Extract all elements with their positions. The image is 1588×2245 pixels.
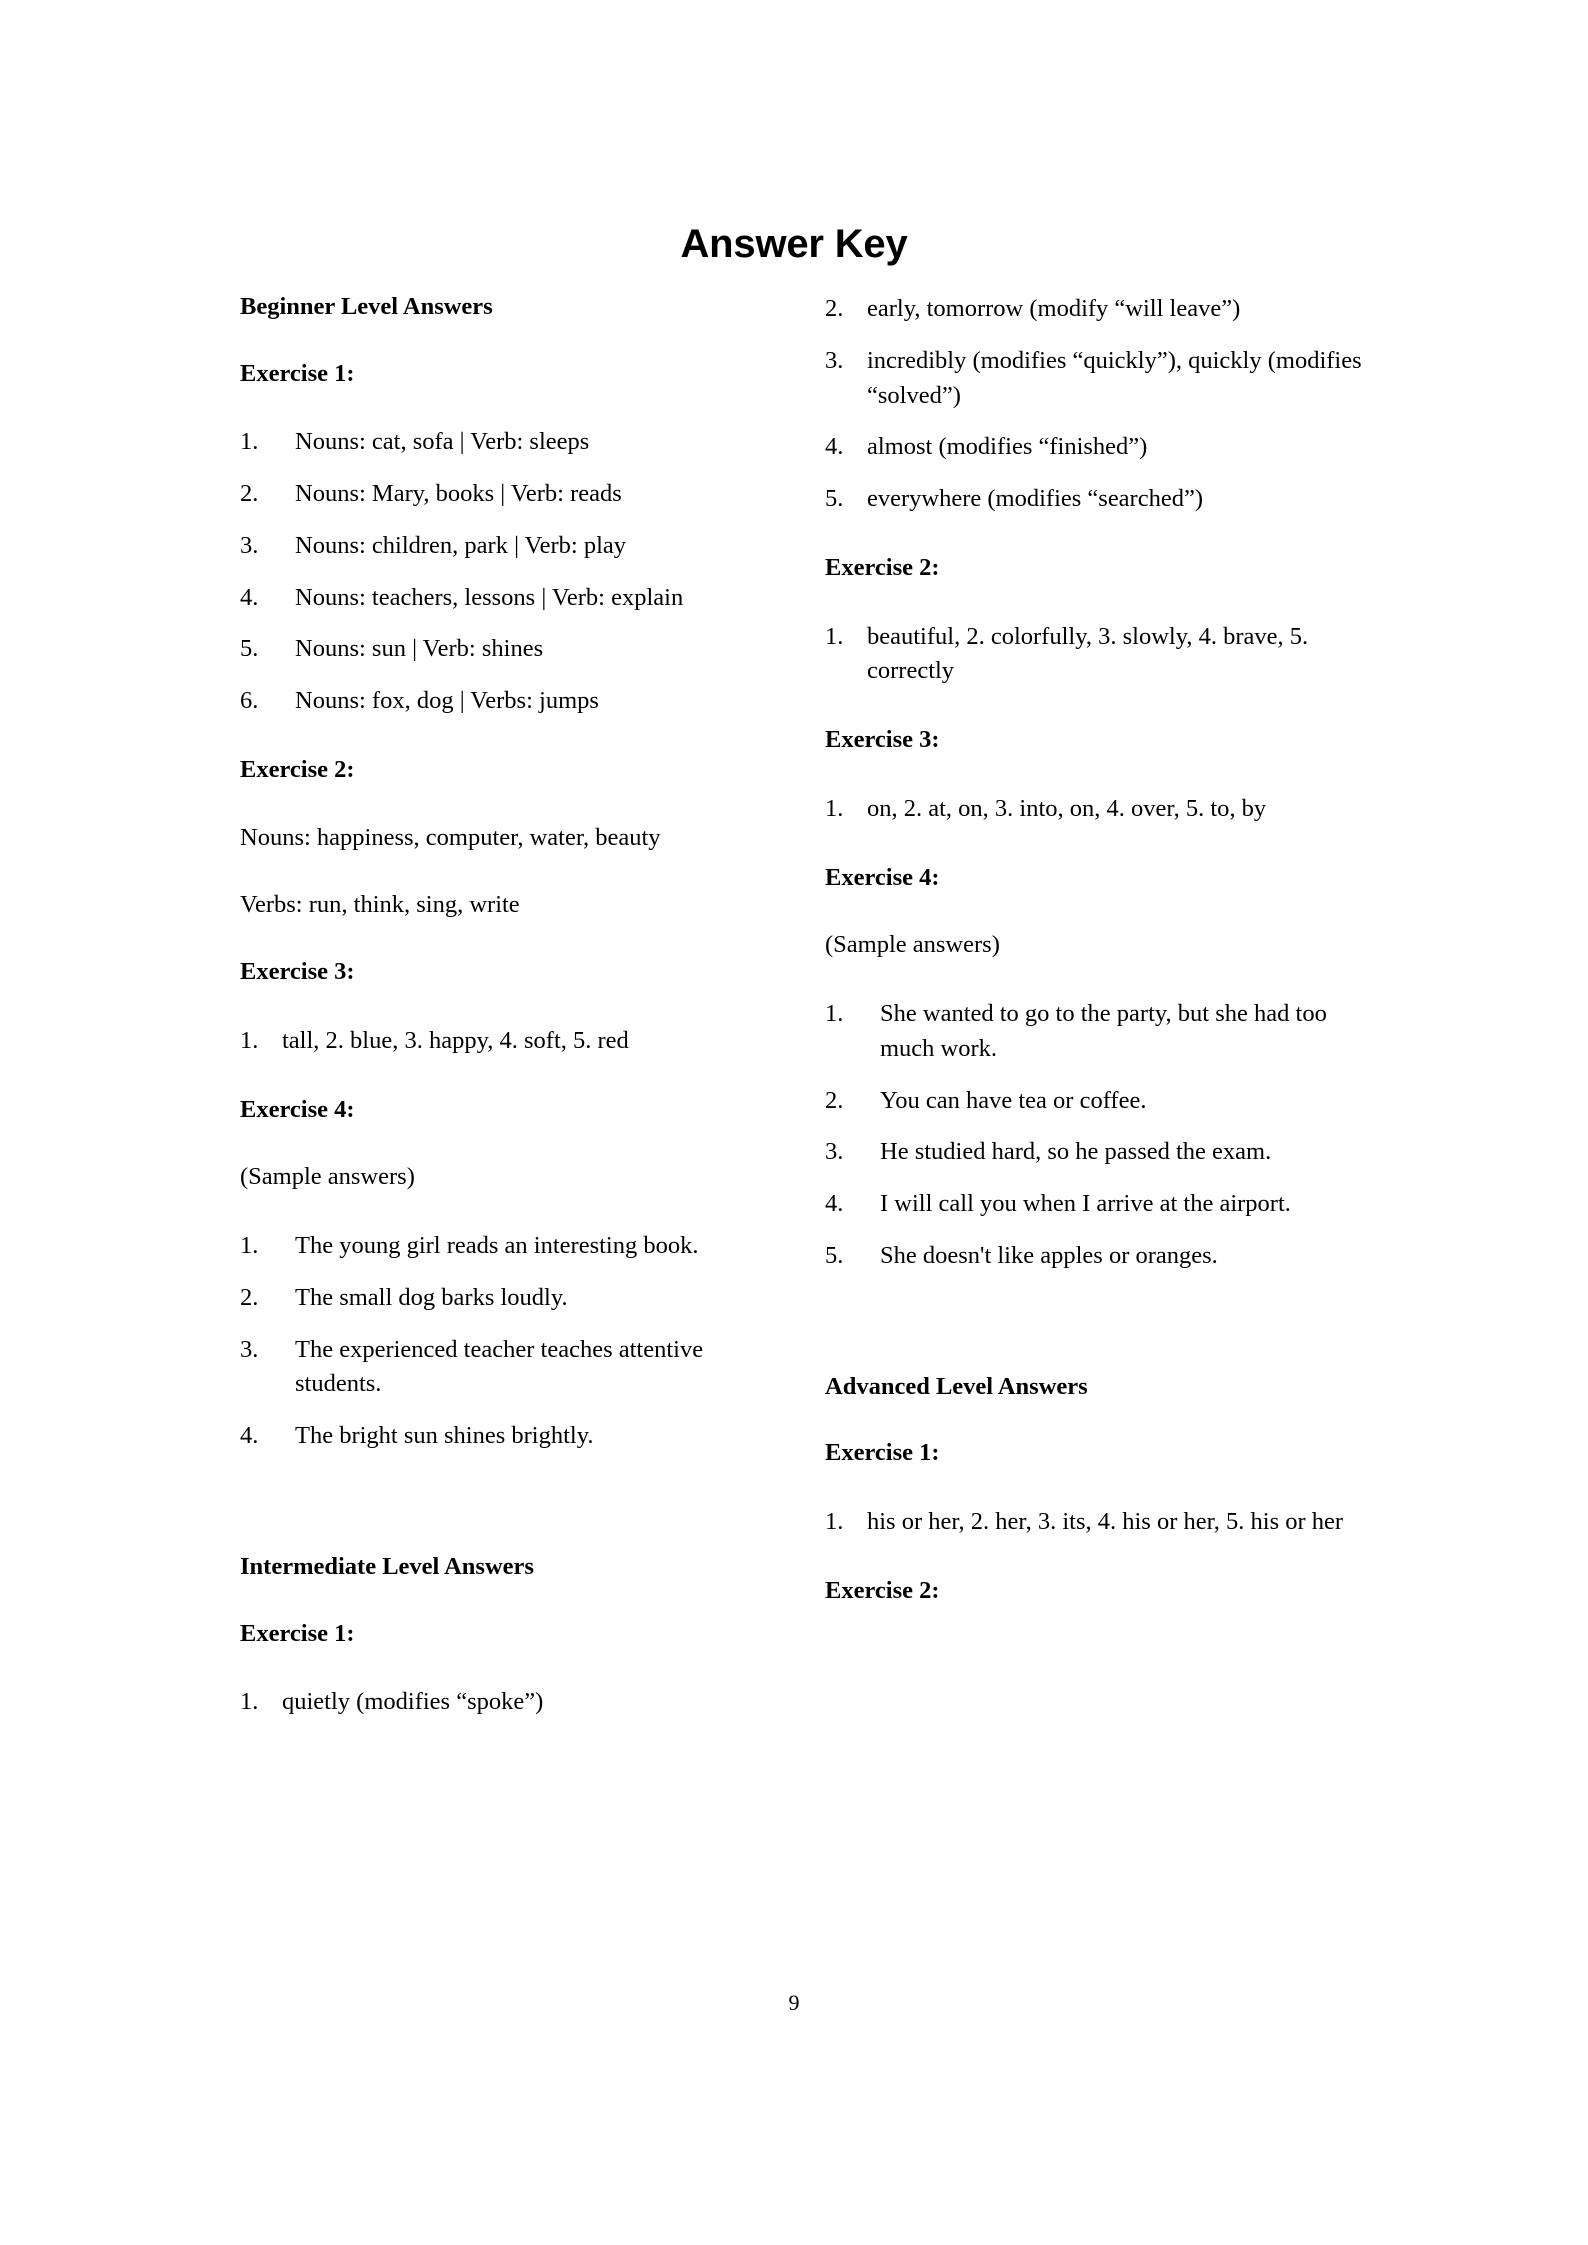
list-item	[240, 684, 775, 719]
section-spacer	[825, 1310, 1385, 1372]
list-item-text: The bright sun shines brightly.	[295, 1422, 594, 1450]
list-item-text: The young girl reads an interesting book.	[295, 1232, 699, 1260]
list-item-text: The experienced teacher teaches attentive students.	[295, 1335, 704, 1398]
list-item	[825, 292, 1385, 327]
list-item-number: 1.	[825, 999, 844, 1027]
list-item	[825, 430, 1385, 465]
exercise-heading-intermediate-4: Exercise 4:	[825, 863, 940, 891]
list-item	[240, 425, 775, 460]
answer-list-beginner-ex3	[240, 1024, 775, 1059]
exercise-heading-advanced-1: Exercise 1:	[825, 1439, 940, 1467]
list-item-number: 1.	[240, 1232, 259, 1260]
list-item-number: 4.	[825, 1190, 844, 1218]
exercise-heading-beginner-2: Exercise 2:	[240, 755, 355, 783]
list-item-number: 1.	[240, 428, 259, 456]
list-item	[825, 620, 1385, 690]
answer-list-intermediate-ex2	[825, 620, 1385, 690]
list-item-text: The small dog barks loudly.	[295, 1283, 568, 1311]
intermediate-ex4-note: (Sample answers)	[825, 931, 1000, 959]
list-item-text: on, 2. at, on, 3. into, on, 4. over, 5. to, by	[867, 794, 1267, 822]
list-item-number: 3.	[825, 346, 844, 374]
exercise-heading-beginner-1: Exercise 1:	[240, 359, 355, 387]
list-item-number: 3.	[825, 1138, 844, 1166]
list-item-number: 5.	[240, 635, 259, 663]
answer-list-intermediate-ex1-part1	[240, 1685, 775, 1720]
list-item	[240, 529, 775, 564]
list-item	[825, 482, 1385, 517]
list-item-number: 2.	[825, 1086, 844, 1114]
answer-list-beginner-ex4	[240, 1229, 775, 1454]
beginner-ex2-nouns: Nouns: happiness, computer, water, beauty	[240, 823, 661, 851]
list-item	[825, 1239, 1385, 1274]
answer-list-advanced-ex1	[825, 1505, 1385, 1540]
list-item-text: Nouns: teachers, lessons | Verb: explain	[295, 583, 684, 611]
page-number: 9	[788, 1990, 800, 2015]
exercise-heading-beginner-4: Exercise 4:	[240, 1095, 355, 1123]
list-item-text: beautiful, 2. colorfully, 3. slowly, 4. brave, 5. correctly	[867, 622, 1309, 685]
list-item-text: I will call you when I arrive at the airport.	[880, 1190, 1291, 1218]
list-item	[240, 632, 775, 667]
answer-list-beginner-ex1	[240, 425, 775, 719]
list-item	[240, 1685, 775, 1720]
list-item-number: 2.	[240, 1283, 259, 1311]
beginner-ex4-note: (Sample answers)	[240, 1163, 415, 1191]
list-item-number: 4.	[240, 1422, 259, 1450]
exercise-heading-beginner-3: Exercise 3:	[240, 958, 355, 986]
section-heading-beginner: Beginner Level Answers	[240, 293, 493, 320]
list-item-number: 1.	[240, 1026, 259, 1054]
list-item-number: 5.	[825, 1241, 844, 1269]
list-item	[240, 1333, 775, 1403]
list-item-text: You can have tea or coffee.	[880, 1086, 1147, 1114]
list-item-number: 2.	[825, 295, 844, 322]
left-column	[240, 292, 785, 1756]
list-item	[825, 792, 1385, 827]
list-item-number: 3.	[240, 531, 259, 559]
list-item-text: She doesn't like apples or oranges.	[880, 1241, 1218, 1269]
page-title: Answer Key	[680, 221, 908, 266]
list-item-text: Nouns: sun | Verb: shines	[295, 635, 544, 663]
list-item-text: She wanted to go to the party, but she had too much work.	[880, 999, 1327, 1062]
section-heading-intermediate: Intermediate Level Answers	[240, 1553, 534, 1581]
exercise-heading-intermediate-2: Exercise 2:	[825, 553, 940, 581]
list-item-text: quietly (modifies “spoke”)	[282, 1688, 544, 1716]
list-item-text: early, tomorrow (modify “will leave”)	[867, 295, 1241, 322]
list-item-number: 3.	[240, 1335, 259, 1363]
list-item-text: tall, 2. blue, 3. happy, 4. soft, 5. red	[282, 1026, 629, 1054]
list-item	[825, 1135, 1385, 1170]
list-item	[240, 581, 775, 616]
two-column-body	[0, 292, 1588, 1756]
exercise-heading-intermediate-1: Exercise 1:	[240, 1619, 355, 1647]
section-heading-advanced: Advanced Level Answers	[825, 1372, 1088, 1400]
answer-list-intermediate-ex3	[825, 792, 1385, 827]
list-item-number: 2.	[240, 480, 259, 508]
list-item	[240, 1419, 775, 1454]
list-item	[825, 344, 1385, 414]
list-item-number: 1.	[825, 794, 844, 822]
list-item-number: 4.	[825, 433, 844, 461]
list-item	[825, 1505, 1385, 1540]
right-column	[825, 292, 1385, 1642]
list-item-number: 5.	[825, 485, 844, 513]
section-spacer	[240, 1490, 775, 1552]
list-item-number: 1.	[825, 1507, 844, 1535]
list-item-number: 1.	[825, 622, 844, 650]
list-item-text: He studied hard, so he passed the exam.	[880, 1138, 1272, 1166]
beginner-ex2-verbs: Verbs: run, think, sing, write	[240, 891, 520, 919]
list-item-number: 6.	[240, 687, 259, 715]
answer-list-intermediate-ex1-part2	[825, 292, 1385, 517]
list-item	[825, 997, 1385, 1067]
list-item-text: incredibly (modifies “quickly”), quickly (modifies “solved”)	[867, 346, 1362, 409]
list-item-number: 4.	[240, 583, 259, 611]
list-item	[240, 1229, 775, 1264]
list-item-text: Nouns: children, park | Verb: play	[295, 531, 627, 559]
exercise-heading-advanced-2: Exercise 2:	[825, 1576, 940, 1604]
list-item-text: Nouns: fox, dog | Verbs: jumps	[295, 687, 599, 715]
list-item-text: Nouns: cat, sofa | Verb: sleeps	[295, 428, 590, 456]
list-item-text: everywhere (modifies “searched”)	[867, 485, 1204, 513]
list-item	[240, 1024, 775, 1059]
list-item-text: his or her, 2. her, 3. its, 4. his or her, 5. his or her	[867, 1507, 1344, 1535]
exercise-heading-intermediate-3: Exercise 3:	[825, 726, 940, 754]
list-item	[825, 1084, 1385, 1119]
list-item-number: 1.	[240, 1688, 259, 1716]
list-item-text: almost (modifies “finished”)	[867, 433, 1148, 461]
list-item	[825, 1187, 1385, 1222]
list-item-text: Nouns: Mary, books | Verb: reads	[295, 480, 622, 508]
answer-list-intermediate-ex4	[825, 997, 1385, 1274]
list-item	[240, 477, 775, 512]
list-item	[240, 1281, 775, 1316]
